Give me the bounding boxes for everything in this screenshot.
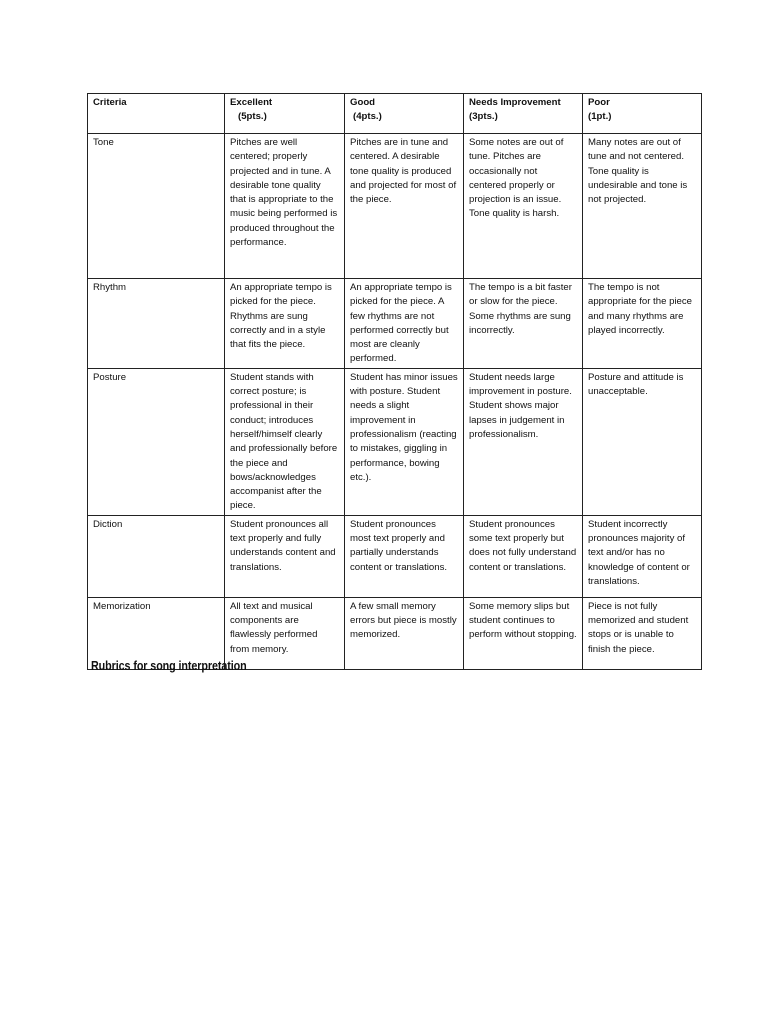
criteria-cell: Posture bbox=[88, 368, 225, 515]
cell-poor: Piece is not fully memorized and student stops or is unable to finish the piece. bbox=[583, 597, 702, 669]
header-title: Excellent bbox=[230, 97, 273, 108]
header-points: (3pts.) bbox=[469, 111, 498, 123]
header-title: Needs Improvement bbox=[469, 97, 561, 108]
criteria-cell: Diction bbox=[88, 515, 225, 597]
header-poor bbox=[583, 94, 702, 134]
cell-good: Student pronounces most text properly and partially understands content or translations. bbox=[345, 515, 464, 597]
cell-needs-improvement: Student pronounces some text properly but does not fully understand content or translations. bbox=[464, 515, 583, 597]
cell-needs-improvement: Some memory slips but student continues to perform without stopping. bbox=[464, 597, 583, 669]
header-good bbox=[345, 94, 464, 134]
criteria-cell: Memorization bbox=[88, 597, 225, 669]
header-title: Poor bbox=[588, 97, 610, 108]
cell-excellent: Student pronounces all text properly and fully understands content and translations. bbox=[225, 515, 345, 597]
cell-needs-improvement: Some notes are out of tune. Pitches are occasionally not centered properly or projection is an issue. Tone quality is harsh. bbox=[464, 134, 583, 279]
header-row bbox=[88, 94, 702, 134]
table-row-tone bbox=[88, 134, 702, 279]
cell-good: A few small memory errors but piece is mostly memorized. bbox=[345, 597, 464, 669]
header-title: Criteria bbox=[93, 97, 127, 108]
header-needs-improvement bbox=[464, 94, 583, 134]
header-criteria bbox=[88, 94, 225, 134]
rubric-table bbox=[87, 93, 702, 670]
table-row-posture bbox=[88, 368, 702, 515]
header-excellent bbox=[225, 94, 345, 134]
header-points: (1pt.) bbox=[588, 111, 612, 123]
table-row-diction bbox=[88, 515, 702, 597]
cell-good: Student has minor issues with posture. Student needs a slight improvement in professionalism (reacting to mistakes, giggling in performance, bowing etc.). bbox=[345, 368, 464, 515]
header-points: (4pts.) bbox=[353, 111, 382, 123]
cell-poor: Posture and attitude is unacceptable. bbox=[583, 368, 702, 515]
cell-needs-improvement: Student needs large improvement in posture. Student shows major lapses in judgement in professionalism. bbox=[464, 368, 583, 515]
cell-good: An appropriate tempo is picked for the piece. A few rhythms are not performed correctly but most are cleanly performed. bbox=[345, 279, 464, 369]
cell-excellent: Student stands with correct posture; is professional in their conduct; introduces herself/himself clearly and professionally before the piece and bows/acknowledges accompanist after the piece. bbox=[225, 368, 345, 515]
cell-poor: Many notes are out of tune and not centered. Tone quality is undesirable and tone is not projected. bbox=[583, 134, 702, 279]
criteria-cell: Tone bbox=[88, 134, 225, 279]
cell-needs-improvement: The tempo is a bit faster or slow for the piece. Some rhythms are sung incorrectly. bbox=[464, 279, 583, 369]
cell-poor: Student incorrectly pronounces majority of text and/or has no knowledge of content or translations. bbox=[583, 515, 702, 597]
cell-poor: The tempo is not appropriate for the piece and many rhythms are played incorrectly. bbox=[583, 279, 702, 369]
criteria-cell: Rhythm bbox=[88, 279, 225, 369]
header-title: Good bbox=[350, 97, 376, 108]
header-points: (5pts.) bbox=[238, 111, 267, 123]
table-row-rhythm bbox=[88, 279, 702, 369]
cell-good: Pitches are in tune and centered. A desirable tone quality is produced and projected for most of the piece. bbox=[345, 134, 464, 279]
cell-excellent: An appropriate tempo is picked for the piece. Rhythms are sung correctly and in a style that fits the piece. bbox=[225, 279, 345, 369]
cell-excellent: Pitches are well centered; properly projected and in tune. A desirable tone quality that is appropriate to the music being performed is produced throughout the performance. bbox=[225, 134, 345, 279]
cell-excellent: All text and musical components are flawlessly performed from memory. bbox=[225, 597, 345, 669]
table-caption: Rubrics for song interpretation bbox=[91, 659, 247, 673]
